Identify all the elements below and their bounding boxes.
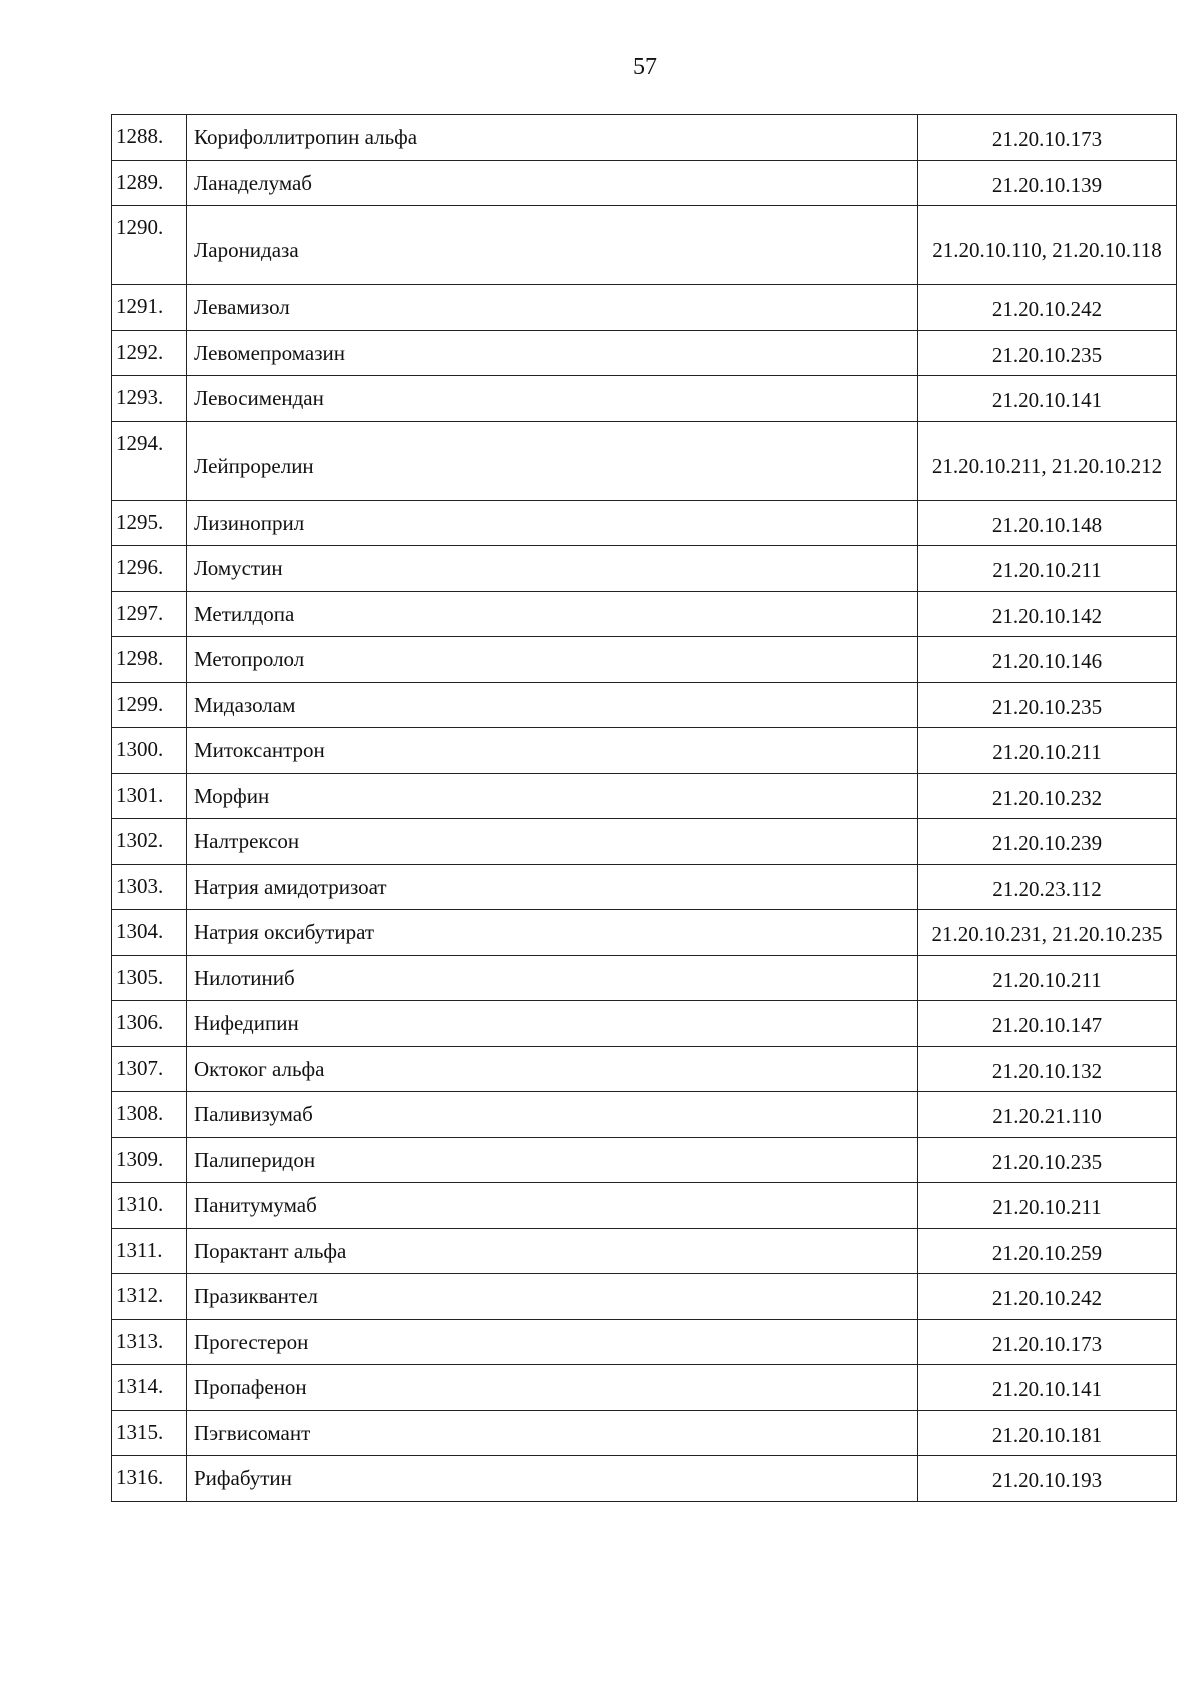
okpd-code: 21.20.10.142 bbox=[918, 591, 1177, 637]
drug-name: Пропафенон bbox=[187, 1365, 918, 1411]
drug-name: Паливизумаб bbox=[187, 1092, 918, 1138]
table-row bbox=[112, 1092, 1177, 1138]
drug-name: Нифедипин bbox=[187, 1001, 918, 1047]
okpd-code: 21.20.10.242 bbox=[918, 1274, 1177, 1320]
okpd-code: 21.20.10.211 bbox=[918, 728, 1177, 774]
row-number: 1313. bbox=[112, 1319, 187, 1365]
drug-name: Корифоллитропин альфа bbox=[187, 115, 918, 161]
okpd-code: 21.20.10.232 bbox=[918, 773, 1177, 819]
table-row bbox=[112, 1137, 1177, 1183]
okpd-code: 21.20.10.148 bbox=[918, 500, 1177, 546]
table-body bbox=[112, 115, 1177, 1502]
drug-name: Палиперидон bbox=[187, 1137, 918, 1183]
okpd-code: 21.20.23.112 bbox=[918, 864, 1177, 910]
table-row bbox=[112, 773, 1177, 819]
table-row bbox=[112, 910, 1177, 956]
drug-name: Налтрексон bbox=[187, 819, 918, 865]
table-row bbox=[112, 206, 1177, 285]
row-number: 1304. bbox=[112, 910, 187, 956]
table-row bbox=[112, 376, 1177, 422]
drug-name: Празиквантел bbox=[187, 1274, 918, 1320]
drug-name: Нилотиниб bbox=[187, 955, 918, 1001]
drug-name: Панитумумаб bbox=[187, 1183, 918, 1229]
drug-table bbox=[111, 114, 1177, 1502]
row-number: 1288. bbox=[112, 115, 187, 161]
okpd-code: 21.20.10.242 bbox=[918, 285, 1177, 331]
row-number: 1312. bbox=[112, 1274, 187, 1320]
row-number: 1311. bbox=[112, 1228, 187, 1274]
table-row bbox=[112, 682, 1177, 728]
row-number: 1314. bbox=[112, 1365, 187, 1411]
drug-name: Октоког альфа bbox=[187, 1046, 918, 1092]
drug-name: Пэгвисомант bbox=[187, 1410, 918, 1456]
table-row bbox=[112, 1228, 1177, 1274]
table-row bbox=[112, 591, 1177, 637]
okpd-code: 21.20.10.239 bbox=[918, 819, 1177, 865]
row-number: 1316. bbox=[112, 1456, 187, 1502]
okpd-code: 21.20.10.235 bbox=[918, 330, 1177, 376]
table-row bbox=[112, 1319, 1177, 1365]
okpd-code: 21.20.10.139 bbox=[918, 160, 1177, 206]
okpd-code: 21.20.10.132 bbox=[918, 1046, 1177, 1092]
row-number: 1293. bbox=[112, 376, 187, 422]
drug-name: Прогестерон bbox=[187, 1319, 918, 1365]
row-number: 1306. bbox=[112, 1001, 187, 1047]
okpd-code: 21.20.10.211, 21.20.10.212 bbox=[918, 421, 1177, 500]
okpd-code: 21.20.10.146 bbox=[918, 637, 1177, 683]
page-number: 57 bbox=[633, 54, 657, 80]
drug-name: Лейпрорелин bbox=[187, 421, 918, 500]
row-number: 1300. bbox=[112, 728, 187, 774]
row-number: 1296. bbox=[112, 546, 187, 592]
drug-name: Ломустин bbox=[187, 546, 918, 592]
okpd-code: 21.20.10.110, 21.20.10.118 bbox=[918, 206, 1177, 285]
drug-name: Метилдопа bbox=[187, 591, 918, 637]
okpd-code: 21.20.10.259 bbox=[918, 1228, 1177, 1274]
drug-name: Лизиноприл bbox=[187, 500, 918, 546]
table-row bbox=[112, 1001, 1177, 1047]
okpd-code: 21.20.10.231, 21.20.10.235 bbox=[918, 910, 1177, 956]
okpd-code: 21.20.10.235 bbox=[918, 1137, 1177, 1183]
row-number: 1289. bbox=[112, 160, 187, 206]
okpd-code: 21.20.10.147 bbox=[918, 1001, 1177, 1047]
okpd-code: 21.20.10.141 bbox=[918, 376, 1177, 422]
table-row bbox=[112, 546, 1177, 592]
row-number: 1299. bbox=[112, 682, 187, 728]
drug-name: Натрия оксибутират bbox=[187, 910, 918, 956]
table-row bbox=[112, 1046, 1177, 1092]
table-row bbox=[112, 637, 1177, 683]
table-row bbox=[112, 115, 1177, 161]
drug-name: Левосимендан bbox=[187, 376, 918, 422]
drug-name: Левамизол bbox=[187, 285, 918, 331]
okpd-code: 21.20.10.193 bbox=[918, 1456, 1177, 1502]
table-row bbox=[112, 864, 1177, 910]
row-number: 1305. bbox=[112, 955, 187, 1001]
row-number: 1307. bbox=[112, 1046, 187, 1092]
table-row bbox=[112, 1410, 1177, 1456]
table-row bbox=[112, 819, 1177, 865]
table-row bbox=[112, 728, 1177, 774]
okpd-code: 21.20.10.211 bbox=[918, 546, 1177, 592]
drug-name: Натрия амидотризоат bbox=[187, 864, 918, 910]
okpd-code: 21.20.10.211 bbox=[918, 955, 1177, 1001]
row-number: 1294. bbox=[112, 421, 187, 500]
okpd-code: 21.20.10.141 bbox=[918, 1365, 1177, 1411]
row-number: 1291. bbox=[112, 285, 187, 331]
row-number: 1302. bbox=[112, 819, 187, 865]
table-row bbox=[112, 285, 1177, 331]
drug-name: Порактант альфа bbox=[187, 1228, 918, 1274]
drug-name: Морфин bbox=[187, 773, 918, 819]
drug-name: Рифабутин bbox=[187, 1456, 918, 1502]
table-row bbox=[112, 1456, 1177, 1502]
table-row bbox=[112, 955, 1177, 1001]
row-number: 1308. bbox=[112, 1092, 187, 1138]
row-number: 1301. bbox=[112, 773, 187, 819]
drug-name: Ларонидаза bbox=[187, 206, 918, 285]
table-row bbox=[112, 421, 1177, 500]
row-number: 1295. bbox=[112, 500, 187, 546]
drug-name: Ланаделумаб bbox=[187, 160, 918, 206]
drug-name: Левомепромазин bbox=[187, 330, 918, 376]
table-row bbox=[112, 1365, 1177, 1411]
row-number: 1292. bbox=[112, 330, 187, 376]
row-number: 1298. bbox=[112, 637, 187, 683]
row-number: 1303. bbox=[112, 864, 187, 910]
okpd-code: 21.20.21.110 bbox=[918, 1092, 1177, 1138]
table-row bbox=[112, 1183, 1177, 1229]
row-number: 1290. bbox=[112, 206, 187, 285]
table-row bbox=[112, 1274, 1177, 1320]
table-row bbox=[112, 160, 1177, 206]
table-row bbox=[112, 500, 1177, 546]
okpd-code: 21.20.10.173 bbox=[918, 115, 1177, 161]
drug-name: Мидазолам bbox=[187, 682, 918, 728]
row-number: 1310. bbox=[112, 1183, 187, 1229]
row-number: 1297. bbox=[112, 591, 187, 637]
okpd-code: 21.20.10.235 bbox=[918, 682, 1177, 728]
drug-name: Метопролол bbox=[187, 637, 918, 683]
row-number: 1309. bbox=[112, 1137, 187, 1183]
drug-name: Митоксантрон bbox=[187, 728, 918, 774]
okpd-code: 21.20.10.181 bbox=[918, 1410, 1177, 1456]
row-number: 1315. bbox=[112, 1410, 187, 1456]
okpd-code: 21.20.10.211 bbox=[918, 1183, 1177, 1229]
table-row bbox=[112, 330, 1177, 376]
okpd-code: 21.20.10.173 bbox=[918, 1319, 1177, 1365]
